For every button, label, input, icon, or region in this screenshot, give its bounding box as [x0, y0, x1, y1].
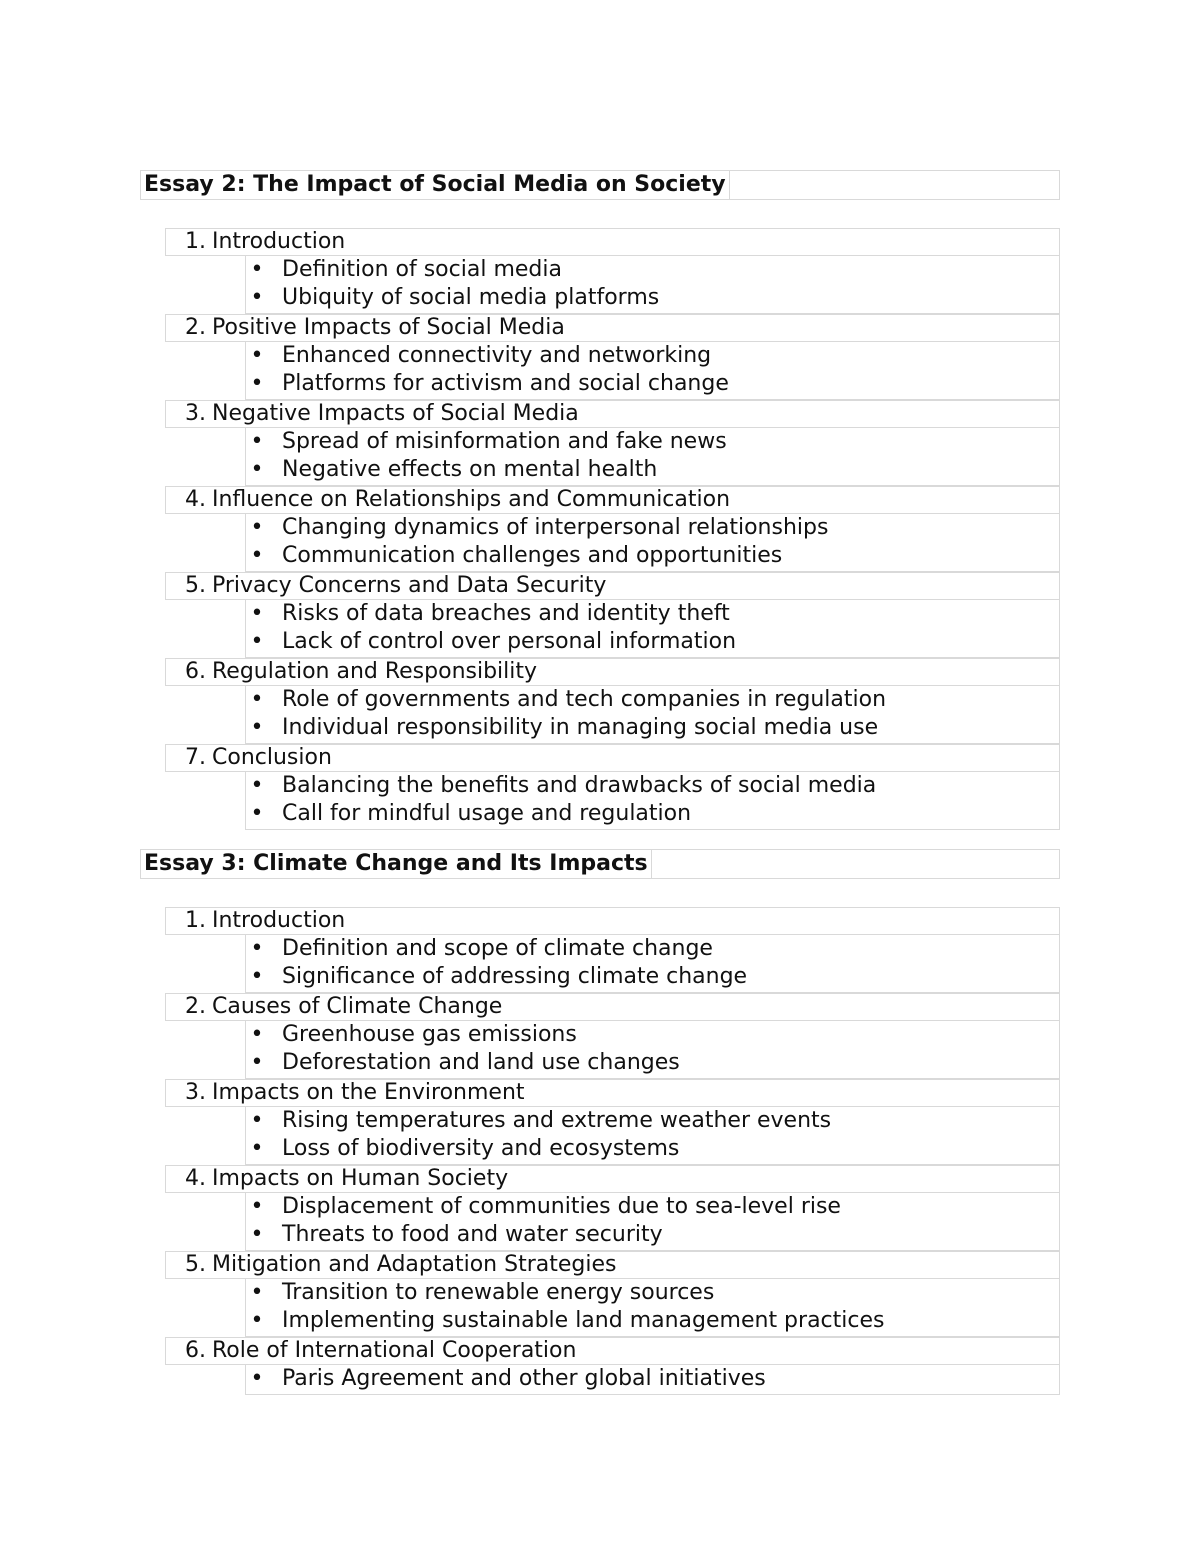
- bullet-icon: •: [250, 371, 264, 396]
- bullet-text: Risks of data breaches and identity theft: [282, 601, 730, 626]
- bullet-icon: •: [250, 1308, 264, 1333]
- outline-section: [165, 1079, 1060, 1107]
- section-number: 4.: [185, 1166, 206, 1191]
- list-item: [246, 686, 1059, 714]
- bullet-icon: •: [250, 429, 264, 454]
- section-heading: Regulation and Responsibility: [212, 659, 538, 684]
- essay-title-row: [140, 170, 1060, 200]
- section-number: 2.: [185, 315, 206, 340]
- section-heading: Mitigation and Adaptation Strategies: [212, 1252, 617, 1277]
- bullet-icon: •: [250, 936, 264, 961]
- list-item: [246, 714, 1059, 742]
- outline-section: [165, 744, 1060, 772]
- list-item: [246, 456, 1059, 484]
- bullet-text: Lack of control over personal information: [282, 629, 737, 654]
- essay-title-row: [140, 849, 1060, 879]
- outline-section: [165, 486, 1060, 514]
- list-item: [246, 514, 1059, 542]
- section-number: 5.: [185, 573, 206, 598]
- bullet-icon: •: [250, 1108, 264, 1133]
- bullet-text: Negative effects on mental health: [282, 457, 658, 482]
- bullet-text: Loss of biodiversity and ecosystems: [282, 1136, 680, 1161]
- section-heading: Introduction: [212, 908, 346, 933]
- essay-title: Essay 2: The Impact of Social Media on Society: [141, 171, 730, 199]
- bullet-list: [245, 1107, 1060, 1165]
- bullet-text: Deforestation and land use changes: [282, 1050, 680, 1075]
- bullet-text: Rising temperatures and extreme weather events: [282, 1108, 832, 1133]
- section-number: 3.: [185, 1080, 206, 1105]
- bullet-icon: •: [250, 1222, 264, 1247]
- list-item: [246, 1279, 1059, 1307]
- list-item: [246, 1021, 1059, 1049]
- bullet-text: Changing dynamics of interpersonal relationships: [282, 515, 829, 540]
- outline-section: [165, 1251, 1060, 1279]
- section-number: 5.: [185, 1252, 206, 1277]
- list-item: [246, 1049, 1059, 1077]
- bullet-icon: •: [250, 343, 264, 368]
- bullet-icon: •: [250, 964, 264, 989]
- list-item: [246, 284, 1059, 312]
- section-heading: Positive Impacts of Social Media: [212, 315, 565, 340]
- section-heading: Impacts on the Environment: [212, 1080, 525, 1105]
- outline-section: [165, 658, 1060, 686]
- section-number: 3.: [185, 401, 206, 426]
- bullet-text: Enhanced connectivity and networking: [282, 343, 712, 368]
- bullet-icon: •: [250, 715, 264, 740]
- bullet-icon: •: [250, 1366, 264, 1391]
- list-item: [246, 1307, 1059, 1335]
- outline-section: [165, 400, 1060, 428]
- section-number: 2.: [185, 994, 206, 1019]
- outline-section: [165, 314, 1060, 342]
- section-heading: Introduction: [212, 229, 346, 254]
- list-item: [246, 935, 1059, 963]
- bullet-icon: •: [250, 1022, 264, 1047]
- bullet-text: Definition of social media: [282, 257, 562, 282]
- bullet-text: Individual responsibility in managing social media use: [282, 715, 879, 740]
- section-number: 6.: [185, 1338, 206, 1363]
- list-item: [246, 772, 1059, 800]
- bullet-text: Significance of addressing climate change: [282, 964, 748, 989]
- bullet-icon: •: [250, 687, 264, 712]
- list-item: [246, 963, 1059, 991]
- bullet-text: Implementing sustainable land management practices: [282, 1308, 885, 1333]
- bullet-text: Transition to renewable energy sources: [282, 1280, 715, 1305]
- bullet-icon: •: [250, 801, 264, 826]
- outline-section: [165, 1165, 1060, 1193]
- bullet-icon: •: [250, 543, 264, 568]
- outline-section: [165, 228, 1060, 256]
- bullet-text: Paris Agreement and other global initiatives: [282, 1366, 766, 1391]
- bullet-list: [245, 1193, 1060, 1251]
- bullet-list: [245, 772, 1060, 830]
- bullet-text: Communication challenges and opportunities: [282, 543, 783, 568]
- bullet-text: Definition and scope of climate change: [282, 936, 713, 961]
- bullet-text: Displacement of communities due to sea-level rise: [282, 1194, 841, 1219]
- section-heading: Causes of Climate Change: [212, 994, 503, 1019]
- bullet-text: Threats to food and water security: [282, 1222, 663, 1247]
- list-item: [246, 600, 1059, 628]
- bullet-icon: •: [250, 515, 264, 540]
- bullet-icon: •: [250, 257, 264, 282]
- section-heading: Role of International Cooperation: [212, 1338, 577, 1363]
- list-item: [246, 256, 1059, 284]
- essay-3-block: [140, 849, 1060, 1395]
- section-number: 1.: [185, 229, 206, 254]
- bullet-icon: •: [250, 1280, 264, 1305]
- list-item: [246, 1365, 1059, 1393]
- list-item: [246, 1221, 1059, 1249]
- bullet-text: Platforms for activism and social change: [282, 371, 729, 396]
- bullet-text: Role of governments and tech companies in regulation: [282, 687, 887, 712]
- bullet-icon: •: [250, 285, 264, 310]
- section-heading: Impacts on Human Society: [212, 1166, 509, 1191]
- section-heading: Influence on Relationships and Communication: [212, 487, 731, 512]
- bullet-text: Ubiquity of social media platforms: [282, 285, 660, 310]
- bullet-list: [245, 342, 1060, 400]
- bullet-icon: •: [250, 1136, 264, 1161]
- list-item: [246, 542, 1059, 570]
- list-item: [246, 370, 1059, 398]
- essay-outline: [165, 907, 1060, 1395]
- essay-title: Essay 3: Climate Change and Its Impacts: [141, 850, 652, 878]
- list-item: [246, 428, 1059, 456]
- essay-outline: [165, 228, 1060, 830]
- bullet-text: Call for mindful usage and regulation: [282, 801, 692, 826]
- bullet-list: [245, 256, 1060, 314]
- essay-2-block: [140, 170, 1060, 830]
- outline-section: [165, 572, 1060, 600]
- section-number: 4.: [185, 487, 206, 512]
- section-number: 7.: [185, 745, 206, 770]
- list-item: [246, 342, 1059, 370]
- list-item: [246, 1135, 1059, 1163]
- outline-section: [165, 993, 1060, 1021]
- list-item: [246, 628, 1059, 656]
- section-number: 6.: [185, 659, 206, 684]
- bullet-icon: •: [250, 629, 264, 654]
- bullet-icon: •: [250, 1050, 264, 1075]
- section-number: 1.: [185, 908, 206, 933]
- outline-section: [165, 1337, 1060, 1365]
- bullet-list: [245, 686, 1060, 744]
- section-heading: Negative Impacts of Social Media: [212, 401, 579, 426]
- bullet-list: [245, 1365, 1060, 1395]
- bullet-list: [245, 1279, 1060, 1337]
- bullet-list: [245, 428, 1060, 486]
- bullet-icon: •: [250, 1194, 264, 1219]
- bullet-text: Greenhouse gas emissions: [282, 1022, 577, 1047]
- bullet-list: [245, 1021, 1060, 1079]
- bullet-list: [245, 514, 1060, 572]
- bullet-icon: •: [250, 773, 264, 798]
- bullet-text: Balancing the benefits and drawbacks of social media: [282, 773, 877, 798]
- bullet-icon: •: [250, 601, 264, 626]
- section-heading: Privacy Concerns and Data Security: [212, 573, 607, 598]
- bullet-icon: •: [250, 457, 264, 482]
- bullet-list: [245, 600, 1060, 658]
- list-item: [246, 800, 1059, 828]
- section-heading: Conclusion: [212, 745, 332, 770]
- outline-section: [165, 907, 1060, 935]
- bullet-list: [245, 935, 1060, 993]
- list-item: [246, 1193, 1059, 1221]
- list-item: [246, 1107, 1059, 1135]
- bullet-text: Spread of misinformation and fake news: [282, 429, 727, 454]
